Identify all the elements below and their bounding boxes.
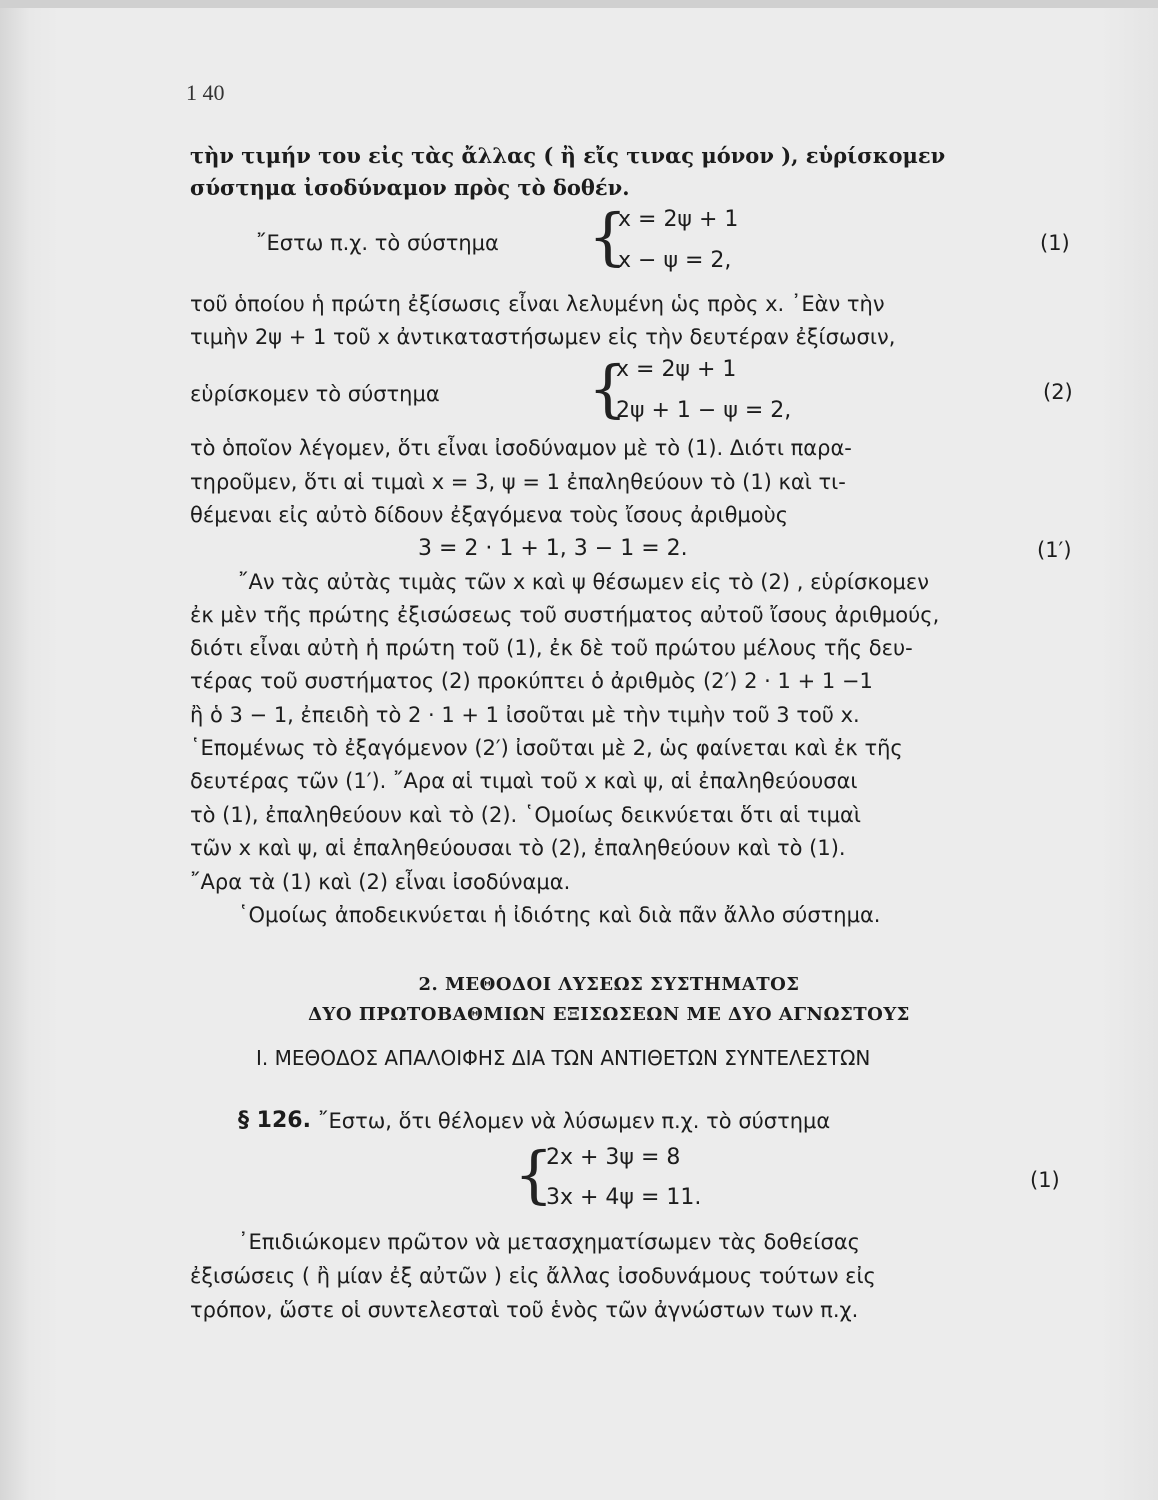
para2-line-3: θέμεναι εἰς αὐτὸ δίδουν ἐξαγόμενα τοὺς ἴσους ἀριθμοὺς	[190, 503, 789, 527]
page-number: 1 40	[186, 80, 225, 105]
subheading: Ι. ΜΕΘΟΔΟΣ ΑΠΑΛΟΙΦΗΣ ΔΙΑ ΤΩΝ ΑΝΤΙΘΕΤΩΝ ΣΥΝΤΕΛΕΣΤΩΝ	[256, 1046, 871, 1070]
para3-line-10: ῎Αρα τὰ (1) καὶ (2) εἶναι ἰσοδύναμα.	[190, 870, 571, 894]
system3-eq2: 3x + 4ψ = 11.	[546, 1185, 702, 1210]
para4-line-1: ᾽Επιδιώκομεν πρῶτον νὰ μετασχηματίσωμεν τὰς δοθείσας	[238, 1230, 860, 1254]
paragraph-mark: § 126.	[238, 1108, 311, 1133]
system3-label: (1)	[1030, 1168, 1060, 1192]
equation-1prime-label: (1′)	[1037, 538, 1072, 562]
para4-line-2: ἐξισώσεις ( ἢ μίαν ἐξ αὐτῶν ) εἰς ἄλλας ἰσοδυνάμους τούτων εἰς	[190, 1264, 876, 1288]
para4-line-3: τρόπον, ὥστε οἱ συντελεσταὶ τοῦ ἑνὸς τῶν ἀγνώστων των π.χ.	[190, 1298, 859, 1322]
section-heading-line-1: 2. ΜΕΘΟΔΟΙ ΛΥΣΕΩΣ ΣΥΣΤΗΜΑΤΟΣ	[418, 974, 800, 995]
system2-lead: εὑρίσκομεν τὸ σύστημα	[190, 382, 440, 406]
para2-line-2: τηροῦμεν, ὅτι αἱ τιμαὶ x = 3, ψ = 1 ἐπαληθεύουν τὸ (1) καὶ τι-	[190, 470, 846, 494]
system2-eq1: x = 2ψ + 1	[616, 357, 737, 382]
system1-eq1: x = 2ψ + 1	[618, 207, 739, 232]
equation-1prime: 3 = 2 · 1 + 1, 3 − 1 = 2.	[418, 536, 688, 561]
left-brace: {	[588, 200, 628, 273]
intro-line-1: τὴν τιμήν του εἰς τὰς ἄλλας ( ἢ εἴς τινας μόνον ), εὑρίσκομεν	[190, 143, 946, 168]
para1-line-1: τοῦ ὁποίου ἡ πρώτη ἐξίσωσις εἶναι λελυμένη ὡς πρὸς x. ᾽Εὰν τὴν	[190, 292, 885, 316]
system1-label: (1)	[1040, 231, 1070, 255]
paragraph-126-text: ῎Εστω, ὅτι θέλομεν νὰ λύσωμεν π.χ. τὸ σύστημα	[318, 1109, 831, 1133]
para3-line-5: ἢ ὁ 3 − 1, ἐπειδὴ τὸ 2 · 1 + 1 ἰσοῦται μὲ τὴν τιμὴν τοῦ 3 τοῦ x.	[190, 703, 860, 727]
para3-line-7: δευτέρας τῶν (1′). ῎Αρα αἱ τιμαὶ τοῦ x καὶ ψ, αἱ ἐπαληθεύουσαι	[190, 769, 858, 793]
para3-line-8: τὸ (1), ἐπαληθεύουν καὶ τὸ (2). ῾Ομοίως δεικνύεται ὅτι αἱ τιμαὶ	[190, 803, 861, 827]
para1-line-2: τιμὴν 2ψ + 1 τοῦ x ἀντικαταστήσωμεν εἰς τὴν δευτέραν ἐξίσωσιν,	[190, 325, 896, 349]
system2-eq2: 2ψ + 1 − ψ = 2,	[616, 398, 792, 423]
system1-eq2: x − ψ = 2,	[618, 248, 732, 273]
system1-lead: ῎Εστω π.χ. τὸ σύστημα	[256, 231, 499, 255]
page-top-edge	[0, 0, 1158, 8]
para3-line-4: τέρας τοῦ συστήματος (2) προκύπτει ὁ ἀριθμὸς (2′) 2 · 1 + 1 −1	[190, 669, 873, 693]
left-brace: {	[514, 1138, 554, 1211]
left-brace: {	[588, 352, 628, 425]
section-heading-line-2: ΔΥΟ ΠΡΩΤΟΒΑΘΜΙΩΝ ΕΞΙΣΩΣΕΩΝ ΜΕ ΔΥΟ ΑΓΝΩΣΤΟΥΣ	[308, 1004, 910, 1025]
para3-line-9: τῶν x καὶ ψ, αἱ ἐπαληθεύουσαι τὸ (2), ἐπαληθεύουν καὶ τὸ (1).	[190, 836, 846, 860]
para3-line-2: ἐκ μὲν τῆς πρώτης ἐξισώσεως τοῦ συστήματος αὐτοῦ ἴσους ἀριθμούς,	[190, 603, 940, 627]
intro-line-2: σύστημα ἰσοδύναμον πρὸς τὸ δοθέν.	[190, 175, 630, 200]
system3-eq1: 2x + 3ψ = 8	[546, 1145, 681, 1170]
para3-line-3: διότι εἶναι αὐτὴ ἡ πρώτη τοῦ (1), ἐκ δὲ τοῦ πρώτου μέλους τῆς δευ-	[190, 636, 913, 660]
para2-line-1: τὸ ὁποῖον λέγομεν, ὅτι εἶναι ἰσοδύναμον μὲ τὸ (1). Διότι παρα-	[190, 436, 852, 460]
para3-line-6: ῾Επομένως τὸ ἐξαγόμενον (2′) ἰσοῦται μὲ 2, ὡς φαίνεται καὶ ἐκ τῆς	[190, 736, 903, 760]
system2-label: (2)	[1043, 380, 1073, 404]
para3-line-1: ῎Αν τὰς αὐτὰς τιμὰς τῶν x καὶ ψ θέσωμεν εἰς τὸ (2) , εὑρίσκομεν	[238, 570, 929, 594]
para3-line-11: ῾Ομοίως ἀποδεικνύεται ἡ ἰδιότης καὶ διὰ πᾶν ἄλλο σύστημα.	[238, 903, 881, 927]
